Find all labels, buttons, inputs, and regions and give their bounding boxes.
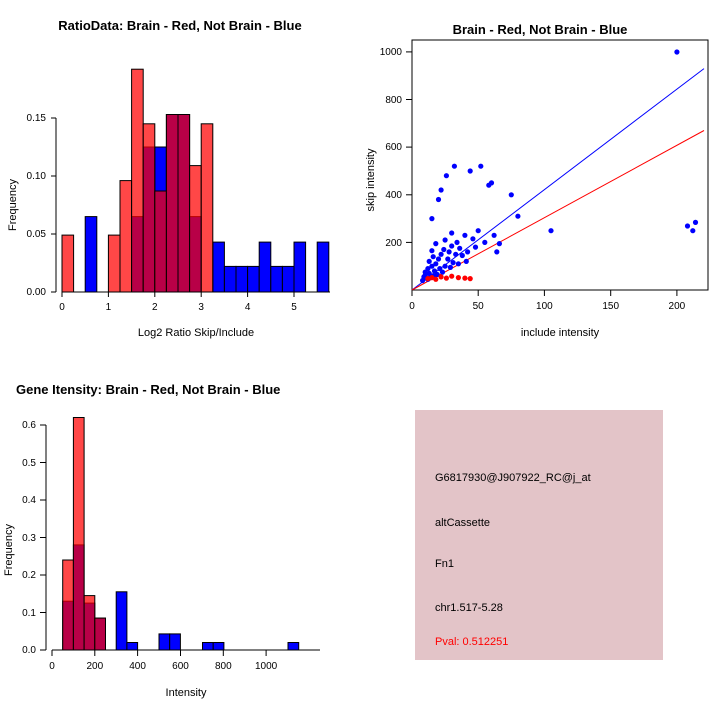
ratio-y-tick-labels [27,113,47,298]
gene-y-axis-label: Frequency [3,524,15,576]
gene-histogram-title: Gene Itensity: Brain - Red, Not Brain - Blue [16,382,281,397]
svg-text:800: 800 [385,95,402,106]
scatter-x-axis-label: include intensity [520,327,600,339]
svg-text:5: 5 [291,302,297,313]
gene-x-tick-labels [49,661,277,672]
bars-brain [62,69,213,292]
svg-text:0: 0 [49,661,55,672]
svg-text:150: 150 [602,301,620,312]
scatter-title: Brain - Red, Not Brain - Blue [452,22,628,37]
svg-text:0.3: 0.3 [22,533,36,544]
svg-text:0.0: 0.0 [22,645,36,656]
ratio-x-axis-label: Log2 Ratio Skip/Include [137,327,255,339]
svg-text:3: 3 [198,302,204,313]
gene-bars-brain [63,418,106,651]
panel-intensity-scatter [360,0,720,360]
svg-text:200: 200 [668,301,686,312]
svg-text:50: 50 [472,301,484,312]
panel-gene-intensity-histogram [0,360,360,720]
scatter-y-axis-label: skip intensity [365,148,377,212]
ratio-histogram-title: RatioData: Brain - Red, Not Brain - Blue [58,18,302,33]
gene-y-tick-labels [22,420,36,656]
svg-text:0.2: 0.2 [22,570,36,581]
ratio-y-axis-label: Frequency [7,179,19,231]
scatter-points-not-brain [420,49,698,283]
svg-text:0.6: 0.6 [22,420,36,431]
svg-text:0.5: 0.5 [22,458,36,469]
svg-text:1: 1 [105,302,112,313]
svg-text:200: 200 [86,661,104,672]
svg-text:1000: 1000 [379,47,402,58]
scatter-x-tick-labels [409,301,685,312]
svg-text:0: 0 [59,302,65,313]
info-pvalue: Pval: 0.512251 [435,636,509,648]
gene-histogram-svg [0,360,360,720]
svg-text:4: 4 [244,302,251,313]
info-event-type: altCassette [435,517,491,529]
svg-text:400: 400 [129,661,146,672]
scatter-svg [360,0,720,360]
info-gene-symbol: Fn1 [435,558,454,570]
info-probe-id: G6817930@J907922_RC@j_at [435,472,591,484]
svg-text:0.05: 0.05 [26,229,46,240]
svg-text:200: 200 [385,238,402,249]
svg-text:0.00: 0.00 [26,287,46,298]
svg-text:0.15: 0.15 [26,113,46,124]
svg-text:0.1: 0.1 [22,608,36,619]
svg-text:100: 100 [536,301,553,312]
svg-text:600: 600 [172,661,189,672]
ratio-x-tick-labels [59,302,297,313]
annotation-info-box [415,410,663,660]
svg-text:600: 600 [385,142,402,153]
svg-text:0.10: 0.10 [26,171,46,182]
ratio-histogram-svg [0,0,360,360]
scatter-y-tick-labels [380,47,403,249]
panel-ratio-histogram [0,0,360,360]
svg-text:1000: 1000 [254,661,278,672]
svg-text:400: 400 [385,190,402,201]
svg-text:0.4: 0.4 [22,495,36,506]
svg-text:2: 2 [152,302,158,313]
svg-text:0: 0 [409,301,415,312]
gene-x-axis-label: Intensity [165,687,207,699]
svg-text:800: 800 [214,661,232,672]
info-location: chr1.517-5.28 [435,602,503,614]
